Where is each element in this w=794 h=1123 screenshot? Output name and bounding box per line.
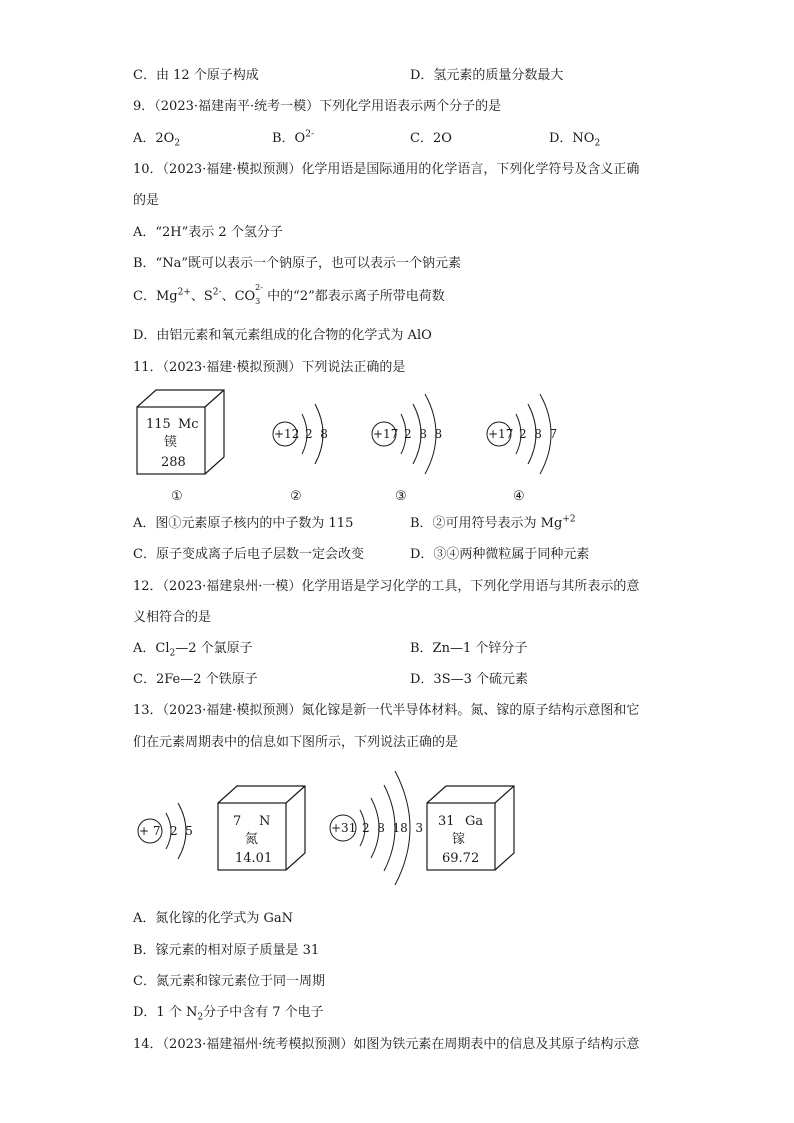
q10-option-b: B．“Na”既可以表示一个钠原子，也可以表示一个钠元素 — [133, 256, 461, 271]
q12-option-b: B．Zn—1 个锌分子 — [410, 641, 528, 656]
q13-figure — [0, 763, 794, 888]
q13-cube-ga-name: 镓 — [452, 832, 466, 847]
q9-option-b: B．$O^{2-}$ — [272, 129, 314, 146]
q13-stem-line1: 13．（2023·福建·模拟预测）氮化镓是新一代半导体材料。氮、镓的原子结构示意图和它 — [133, 703, 640, 718]
q13-option-c: C．氮元素和镓元素位于同一周期 — [133, 974, 325, 989]
q9-stem: 9．（2023·福建南平·统考一模）下列化学用语表示两个分子的是 — [133, 99, 502, 114]
q11-figure — [0, 380, 794, 510]
q13-option-b: B．镓元素的相对原子质量是 31 — [133, 943, 320, 958]
q11-atom-4-nucleus: +17 — [488, 427, 514, 441]
q13-cube-n-mass: 14.01 — [235, 851, 273, 866]
q8-option-c: C．由 12 个原子构成 — [133, 68, 259, 83]
q10-option-d: D．由铝元素和氧元素组成的化合物的化学式为 AlO — [133, 328, 432, 343]
q11-atom-3-nucleus: +17 — [373, 427, 399, 441]
q10-option-a: A．“2H”表示 2 个氢分子 — [133, 225, 283, 240]
q11-option-a: A．图①元素原子核内的中子数为 115 — [133, 516, 354, 531]
q12-option-a: A．$Cl_2—2$ 个氯原子 — [133, 641, 253, 659]
q11-option-d: D．③④两种微粒属于同种元素 — [410, 547, 590, 562]
q11-label-2: ② — [290, 489, 302, 504]
q13-option-a: A．氮化镓的化学式为 GaN — [133, 911, 294, 926]
q9-option-a: A．$2O_2$ — [133, 131, 181, 149]
q13-atom-ga-shells: 2 8 18 3 — [362, 821, 424, 835]
q8-option-d: D．氢元素的质量分数最大 — [410, 68, 564, 83]
q11-option-c: C．原子变成离子后电子层数一定会改变 — [133, 547, 364, 562]
q11-option-b: B．②可用符号表示为 $Mg^{+2}$ — [410, 514, 576, 531]
q11-label-4: ④ — [513, 489, 525, 504]
q9-option-c: C．2O — [410, 131, 452, 146]
q11-cube-name: 镆 — [164, 435, 178, 450]
q13-cube-ga-mass: 69.72 — [442, 851, 480, 866]
q14-stem: 14．（2023·福建福州·统考模拟预测）如图为铁元素在周期表中的信息及其原子结构示意 — [133, 1037, 640, 1052]
q11-atom-4-shells: 2 8 7 — [519, 427, 558, 441]
q11-cube-mass: 288 — [161, 455, 186, 470]
q13-atom-n-shells: 2 5 — [170, 824, 193, 838]
q13-cube-ga-symbol: Ga — [465, 814, 484, 829]
q11-label-1: ① — [171, 489, 183, 504]
q11-cube-symbol: Mc — [178, 417, 199, 432]
q11-atom-2-shells: 2 8 — [305, 427, 328, 441]
q13-cube-n-symbol: N — [259, 814, 271, 829]
q12-option-d: D．3S—3 个硫元素 — [410, 672, 529, 687]
q9-option-d: D．$NO_2$ — [549, 131, 601, 149]
q11-stem: 11．（2023·福建·模拟预测）下列说法正确的是 — [133, 360, 406, 375]
q10-option-c: C．$Mg^{2+}$、$S^{2-}$、CO 2- 3 中的“2”都表示离子所带电荷数 — [133, 282, 445, 306]
q11-label-3: ③ — [395, 489, 407, 504]
q13-cube-n-name: 氮 — [245, 832, 259, 847]
q12-stem-line2: 义相符合的是 — [133, 610, 212, 625]
q10-stem-line2: 的是 — [133, 193, 160, 208]
q11-cube-number: 115 — [146, 417, 171, 432]
q13-cube-n-number: 7 — [233, 814, 242, 829]
q11-atom-2-nucleus: +12 — [274, 427, 300, 441]
q13-atom-n-nucleus: + 7 — [139, 824, 161, 838]
q12-option-c: C．2Fe—2 个铁原子 — [133, 672, 258, 687]
q13-atom-ga-nucleus: +31 — [331, 821, 357, 835]
q13-option-d: D．1 个 $N_2$分子中含有 7 个电子 — [133, 1005, 324, 1023]
q13-stem-line2: 们在元素周期表中的信息如下图所示，下列说法正确的是 — [133, 735, 459, 750]
q11-atom-3-shells: 2 8 8 — [404, 427, 443, 441]
q10-stem-line1: 10．（2023·福建·模拟预测）化学用语是国际通用的化学语言，下列化学符号及含义正确 — [133, 162, 640, 177]
q13-cube-ga-number: 31 — [438, 814, 455, 829]
q12-stem-line1: 12．（2023·福建泉州·一模）化学用语是学习化学的工具，下列化学用语与其所表示的意 — [133, 579, 640, 594]
